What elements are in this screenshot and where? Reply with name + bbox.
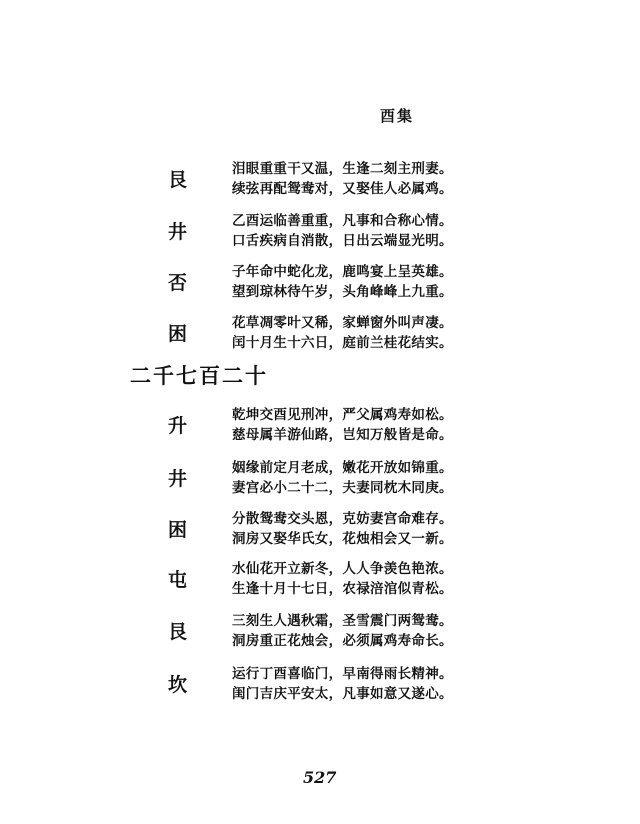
- hexagram-label: 困: [168, 519, 188, 541]
- verse-entry: [0, 507, 640, 547]
- verse-line: 子年命中蛇化龙，鹿鸣宴上呈英雄。: [232, 264, 453, 280]
- verse-line: 慈母属羊游仙路，岂知万般皆是命。: [232, 427, 453, 443]
- verse-line: 姻缘前定月老成，嫩花开放如锦重。: [232, 460, 453, 476]
- hexagram-label: 艮: [168, 621, 188, 643]
- page-header: 酉集: [380, 107, 415, 125]
- hexagram-label: 升: [168, 415, 188, 437]
- verse-line: 望到琼林待午岁，头角峰峰上九重。: [232, 284, 453, 300]
- hexagram-label: 井: [168, 468, 188, 490]
- verse-entry: [0, 403, 640, 443]
- verse-line: 三刻生人遇秋霜，圣雪震门两鸳鸯。: [232, 613, 453, 629]
- hexagram-label: 井: [168, 221, 188, 243]
- verse-line: 闺门吉庆平安太，凡事如意又遂心。: [232, 686, 453, 702]
- hexagram-label: 困: [168, 323, 188, 345]
- verse-entry: [0, 209, 640, 249]
- verse-line: 运行丁酉喜临门，早南得雨长精神。: [232, 666, 453, 682]
- verse-entry: [0, 609, 640, 649]
- verse-entry: [0, 456, 640, 496]
- page-number: 527: [303, 768, 337, 787]
- hexagram-label: 屯: [168, 569, 188, 591]
- verse-line: 闰十月生十六日，庭前兰桂花结实。: [232, 335, 453, 351]
- verse-line: 妻宫必小二十二，夫妻同枕木同庚。: [232, 480, 453, 496]
- verse-line: 乾坤交酉见刑冲，严父属鸡寿如松。: [232, 407, 453, 423]
- hexagram-label: 否: [168, 272, 188, 294]
- verse-line: 花草凋零叶又稀，家蝉窗外叫声凄。: [232, 315, 453, 331]
- verse-line: 续弦再配鸳鸯对，又娶佳人必属鸡。: [232, 181, 453, 197]
- verse-entry: [0, 662, 640, 702]
- hexagram-label: 坎: [168, 674, 188, 696]
- verse-line: 分散鸳鸯交头恩，克妨妻宫命难存。: [232, 511, 453, 527]
- verse-line: 水仙花开立新冬，人人争羡色艳浓。: [232, 561, 453, 577]
- verse-entry: [0, 157, 640, 197]
- verse-entry: [0, 557, 640, 597]
- verse-line: 洞房重正花烛会，必须属鸡寿命长。: [232, 633, 453, 649]
- verse-line: 口舌疾病自消散，日出云端显光明。: [232, 233, 453, 249]
- verse-line: 乙酉运临善重重，凡事和合称心情。: [232, 213, 453, 229]
- verse-entry: [0, 311, 640, 351]
- hexagram-label: 艮: [168, 169, 188, 191]
- verse-line: 泪眼重重干又温，生逢二刻主刑妻。: [232, 161, 453, 177]
- verse-line: 洞房又娶华氏女，花烛相会又一新。: [232, 531, 453, 547]
- verse-line: 生逢十月十七日，农禄涪涫似青松。: [232, 581, 453, 597]
- section-title: 二千七百二十: [130, 363, 268, 388]
- verse-entry: [0, 260, 640, 300]
